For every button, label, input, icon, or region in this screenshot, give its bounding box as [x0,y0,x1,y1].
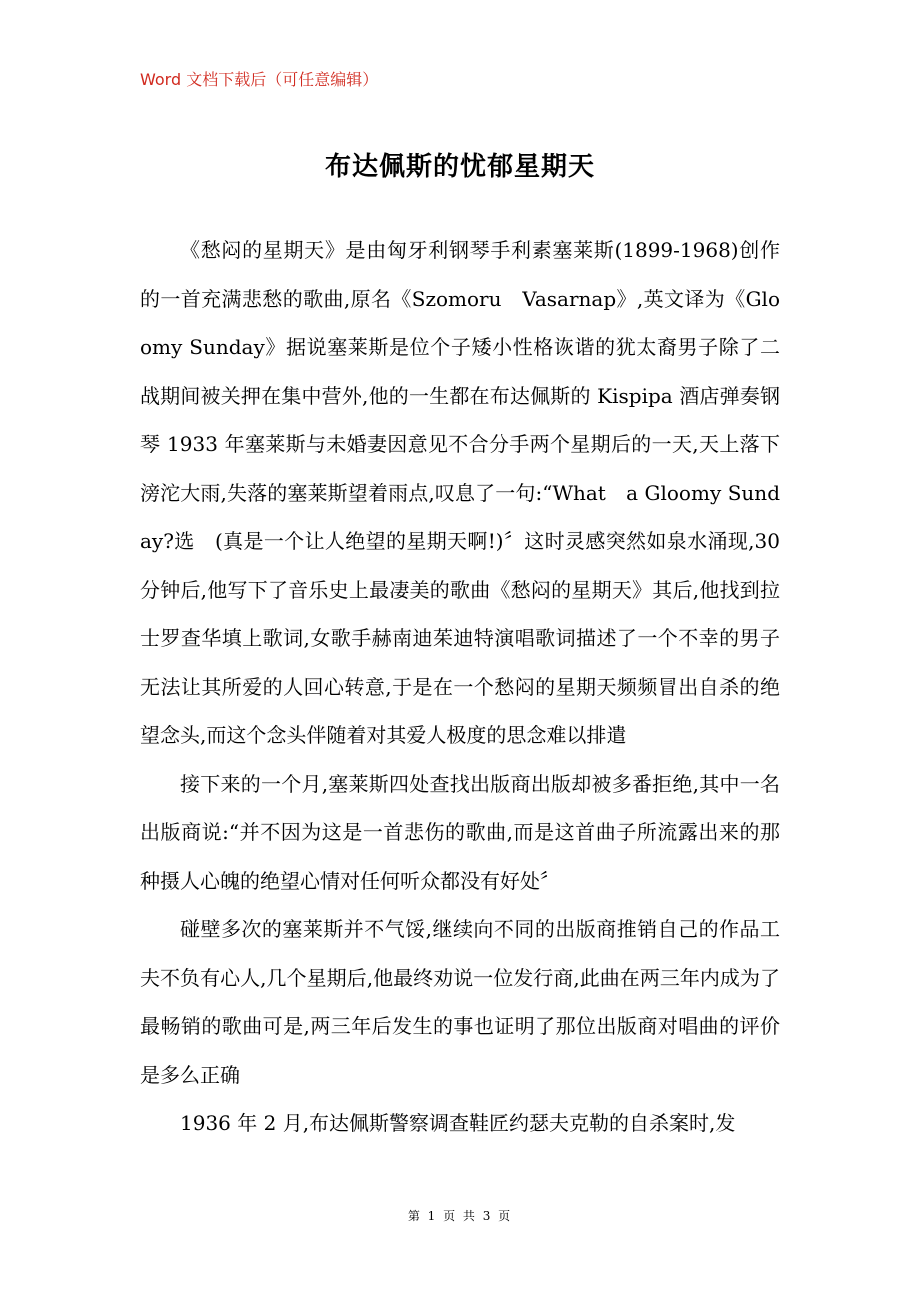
paragraph-3: 碰壁多次的塞莱斯并不气馁,继续向不同的出版商推销自己的作品工夫不负有心人,几个星期后,他最终劝说一位发行商,此曲在两三年内成为了最畅销的歌曲可是,两三年后发生的事也证明了那位出版商对唱曲的评价是多么正确 [140,917,780,1087]
document-title: 布达佩斯的忧郁星期天 [324,152,595,182]
paragraph-2: 接下来的一个月,塞莱斯四处查找出版商出版却被多番拒绝,其中一名出版商说:“并不因为这是一首悲伤的歌曲,而是这首曲子所流露出来的那种摄人心魄的绝望心情对任何听众都没有好处〞 [140,771,780,893]
document-body [140,226,780,1148]
paragraph-1: 《愁闷的星期天》是由匈牙利钢琴手利素塞莱斯(1899-1968)创作的一首充满悲愁的歌曲,原名《Szomoru Vasarnap》,英文译为《Gloomy Sunday》据说塞莱斯是位个子矮小性格诙谐的犹太裔男子除了二战期间被关押在集中营外,他的一生都在布达佩斯的 Kispipa 酒店弹奏钢琴 1933 年塞莱斯与未婚妻因意见不合分手两个星期后的一天,天上落下滂沱大雨,失落的塞莱斯望着雨点,叹息了一句:“What a Gloomy Sunday?选 (真是一个让人绝望的星期天啊!)〞这时灵感突然如泉水涌现,30 分钟后,他写下了音乐史上最凄美的歌曲《愁闷的星期天》其后,他找到拉士罗查华填上歌词,女歌手赫南迪茱迪特演唱歌词描述了一个不幸的男子无法让其所爱的人回心转意,于是在一个愁闷的星期天频频冒出自杀的绝望念头,而这个念头伴随着对其爱人极度的思念难以排遣 [140,238,780,747]
download-note: Word 文档下载后（可任意编辑） [140,70,379,89]
paragraph-4: 1936 年 2 月,布达佩斯警察调查鞋匠约瑟夫克勒的自杀案时,发 [180,1111,736,1135]
page-number-footer: 第 1 页 共 3 页 [407,1209,513,1223]
